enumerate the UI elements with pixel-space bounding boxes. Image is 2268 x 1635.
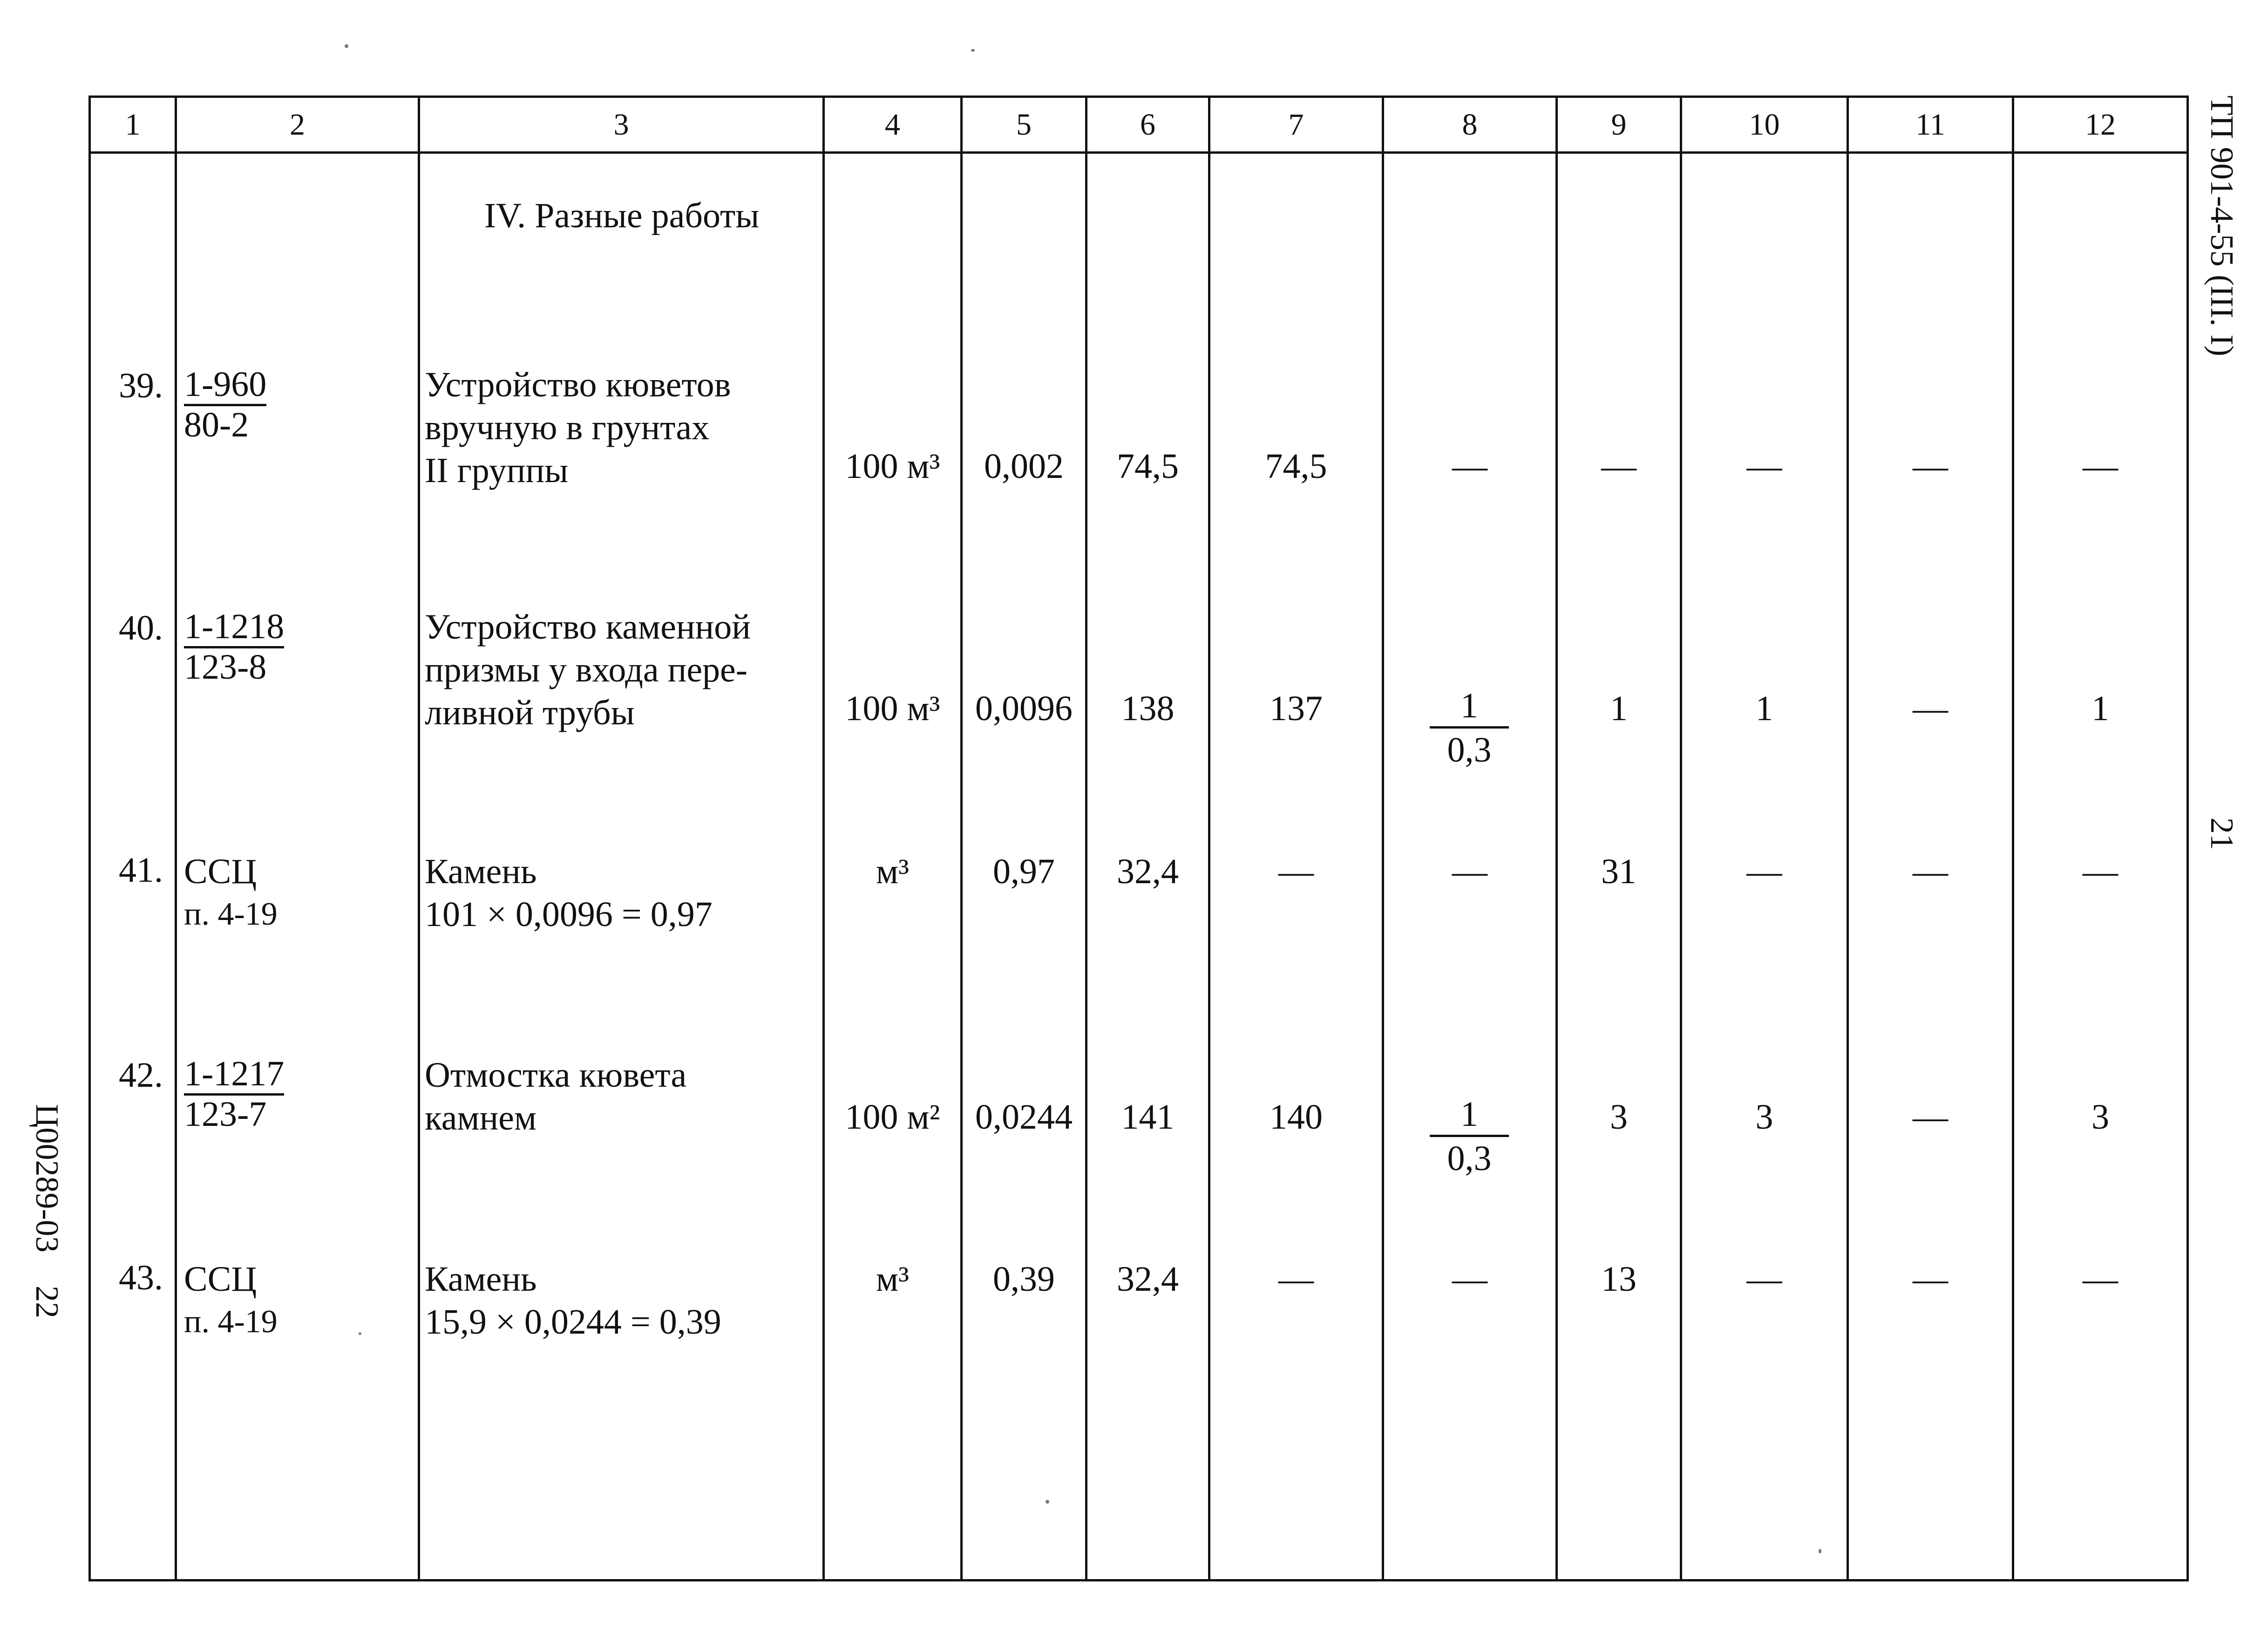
cell-col8: — (1452, 852, 1487, 891)
column-header: 6 (1140, 107, 1155, 142)
norm-code-bottom: п. 4-19 (184, 896, 278, 932)
cell-col12: — (2083, 852, 2118, 891)
description-line: Устройство кюветов (425, 365, 731, 404)
quantity: 0,0096 (975, 689, 1073, 728)
row-number: 40. (119, 608, 163, 647)
cell-col11: — (1913, 1097, 1948, 1137)
column-divider (1208, 95, 1210, 1581)
scan-speck (1046, 1500, 1049, 1504)
unit: 100 м³ (845, 689, 940, 728)
column-header: 8 (1462, 107, 1478, 142)
column-header: 5 (1016, 107, 1032, 142)
description-line: призмы у входа пере- (425, 650, 748, 689)
cell-col8: — (1452, 1260, 1487, 1299)
cell-col11: — (1913, 852, 1948, 891)
page-number-left: 22 (29, 1286, 65, 1318)
section-title: IV. Разные работы (484, 196, 760, 235)
norm-code (184, 850, 278, 936)
table-frame (88, 95, 2189, 1581)
norm-code (184, 1055, 284, 1133)
column-divider (1085, 95, 1087, 1581)
column-divider (1847, 95, 1849, 1581)
cell-col10: — (1746, 852, 1782, 891)
norm-code (184, 1258, 278, 1343)
column-header: 12 (2085, 107, 2116, 142)
norm-code-top: 1-960 (184, 366, 266, 406)
description-line: II группы (425, 451, 569, 490)
column-header: 7 (1288, 107, 1304, 142)
column-header: 1 (125, 107, 141, 142)
cell-col12: 3 (2091, 1097, 2109, 1137)
cell-col9: 31 (1601, 852, 1636, 891)
cell-col12: 1 (2091, 689, 2109, 728)
quantity: 0,002 (984, 447, 1064, 486)
cell-col7: 140 (1270, 1097, 1323, 1137)
cell-col6: 138 (1121, 689, 1175, 728)
header-divider (88, 151, 2189, 154)
cell-col10: 1 (1755, 689, 1773, 728)
row-number: 41. (119, 851, 163, 890)
norm-code-bottom: п. 4-19 (184, 1304, 278, 1340)
work-description (425, 606, 751, 734)
cell-col6: 32,4 (1117, 1260, 1179, 1299)
cell-col9: 1 (1610, 689, 1628, 728)
cell-col9: 13 (1601, 1260, 1636, 1299)
fraction-col8 (1430, 687, 1509, 769)
cell-col11: — (1913, 447, 1948, 486)
row-number: 39. (119, 366, 163, 405)
cell-col9: 3 (1610, 1097, 1628, 1137)
row-number: 43. (119, 1258, 163, 1297)
column-divider (960, 95, 963, 1581)
norm-code (184, 366, 266, 443)
cell-col10: 3 (1755, 1097, 1773, 1137)
quantity: 0,97 (993, 852, 1055, 891)
cell-col6: 74,5 (1117, 447, 1179, 486)
cell-col11: — (1913, 689, 1948, 728)
norm-code-top: ССЦ (184, 852, 257, 891)
column-divider (418, 95, 420, 1581)
cell-col8: — (1452, 447, 1487, 486)
scan-speck (345, 44, 348, 48)
column-divider (2012, 95, 2014, 1581)
cell-col7: — (1278, 1260, 1314, 1299)
fraction-numerator: 1 (1430, 1096, 1509, 1137)
quantity: 0,0244 (975, 1097, 1073, 1137)
fraction-denominator: 0,3 (1447, 1139, 1492, 1178)
description-line: ливной трубы (425, 693, 635, 732)
norm-code-top: 1-1217 (184, 1055, 284, 1096)
unit: 100 м² (845, 1097, 940, 1137)
description-line: 101 × 0,0096 = 0,97 (425, 895, 713, 934)
column-header: 11 (1915, 107, 1945, 142)
norm-code-top: 1-1218 (184, 608, 284, 648)
column-divider (1555, 95, 1558, 1581)
cell-col9: — (1601, 447, 1636, 486)
cell-col6: 141 (1121, 1097, 1175, 1137)
row-number: 42. (119, 1056, 163, 1095)
work-description (425, 363, 731, 492)
quantity: 0,39 (993, 1260, 1055, 1299)
description-line: Камень (425, 1260, 537, 1299)
work-description (425, 1258, 721, 1343)
unit: 100 м³ (845, 447, 940, 486)
norm-code-bottom: 123-8 (184, 647, 267, 687)
norm-code-bottom: 123-7 (184, 1095, 267, 1134)
column-divider (175, 95, 177, 1581)
description-line: 15,9 × 0,0244 = 0,39 (425, 1302, 721, 1342)
column-header: 10 (1749, 107, 1780, 142)
fraction-denominator: 0,3 (1447, 730, 1492, 770)
norm-code-top: ССЦ (184, 1260, 257, 1299)
cell-col12: — (2083, 1260, 2118, 1299)
cell-col6: 32,4 (1117, 852, 1179, 891)
page-number-right: 21 (2204, 818, 2240, 850)
description-line: вручную в грунтах (425, 408, 710, 447)
description-line: Камень (425, 852, 537, 891)
column-divider (1680, 95, 1682, 1581)
description-line: Отмостка кювета (425, 1056, 687, 1095)
scan-speck (971, 49, 975, 52)
cell-col12: — (2083, 447, 2118, 486)
column-header: 9 (1611, 107, 1627, 142)
document-code-left: Ц00289-03 (29, 1104, 65, 1253)
description-line: Устройство каменной (425, 607, 751, 647)
cell-col10: — (1746, 1260, 1782, 1299)
column-divider (1382, 95, 1384, 1581)
column-header: 2 (290, 107, 305, 142)
column-divider (822, 95, 825, 1581)
column-header: 4 (885, 107, 900, 142)
scan-speck (359, 1332, 361, 1335)
document-code-right: ТП 901-4-55 (III. I) (2204, 95, 2240, 356)
cell-col10: — (1746, 447, 1782, 486)
norm-code-bottom: 80-2 (184, 405, 249, 444)
cell-col7: — (1278, 852, 1314, 891)
work-description (425, 850, 713, 936)
unit: м³ (876, 852, 909, 891)
description-line: камнем (425, 1098, 537, 1138)
scan-speck (1819, 1549, 1821, 1553)
column-header: 3 (613, 107, 629, 142)
unit: м³ (876, 1260, 909, 1299)
fraction-col8 (1430, 1096, 1509, 1177)
cell-col11: — (1913, 1260, 1948, 1299)
cell-col7: 137 (1270, 689, 1323, 728)
work-description (425, 1054, 686, 1139)
fraction-numerator: 1 (1430, 687, 1509, 729)
cell-col7: 74,5 (1265, 447, 1327, 486)
norm-code (184, 608, 284, 686)
